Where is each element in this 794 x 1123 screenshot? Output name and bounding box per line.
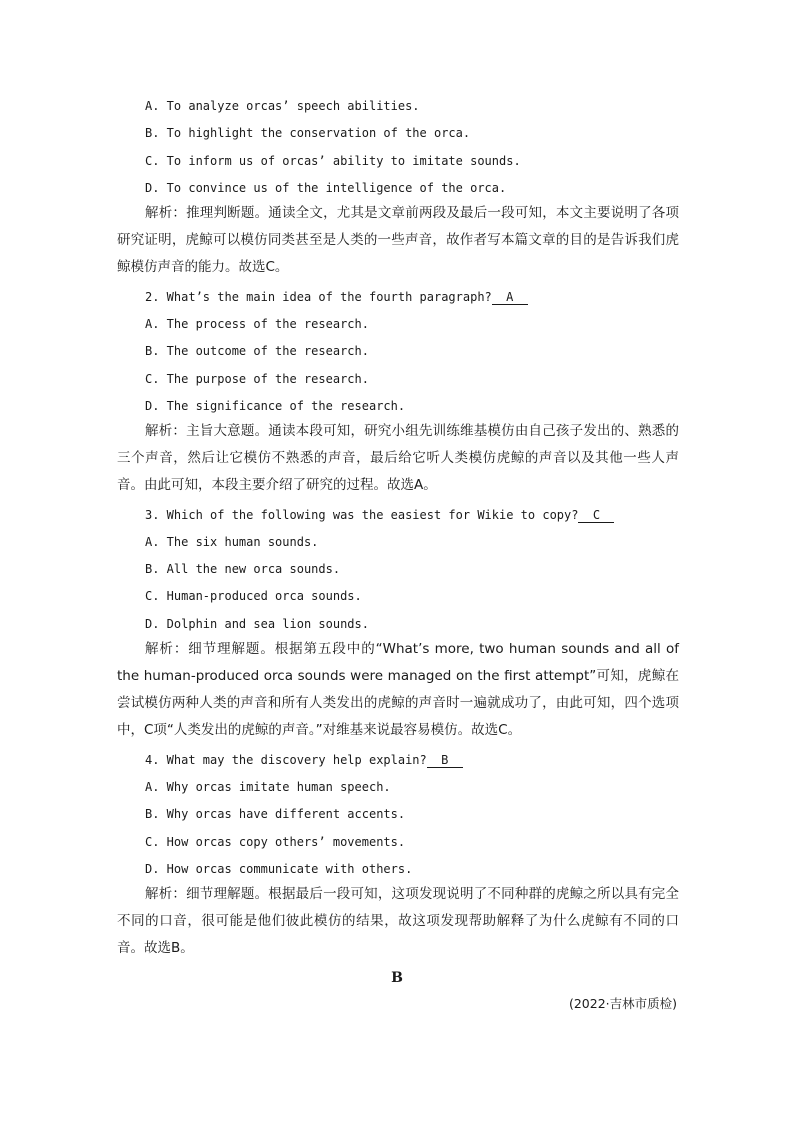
q1-option-d: D. To convince us of the intelligence of the orca. bbox=[145, 181, 507, 195]
q2-option-c: C. The purpose of the research. bbox=[145, 372, 369, 386]
q2-option-d: D. The significance of the research. bbox=[145, 399, 406, 413]
q4-option-c: C. How orcas copy others’ movements. bbox=[145, 835, 406, 849]
q3-explanation: 解析：细节理解题。根据第五段中的“What’s more, two human sounds and all of the human-produced orca sounds were managed on the first attempt”可知，虎鲸在尝试模仿两种人类的声音和所有人类发出的虎鲸的声音时一遍就成功了，由此可知，四个选项中，C项“人类发出的虎鲸的声音。”对维基来说最容易模仿。故选C。 bbox=[117, 641, 679, 738]
q1-option-c: C. To inform us of orcas’ ability to imitate sounds. bbox=[145, 154, 521, 168]
q1-explanation: 解析：推理判断题。通读全文，尤其是文章前两段及最后一段可知，本文主要说明了各项研究证明，虎鲸可以模仿同类甚至是人类的一些声音，故作者写本篇文章的目的是告诉我们虎鲸模仿声音的能力。故选C。 bbox=[117, 205, 679, 275]
q3-answer-blank: C bbox=[578, 508, 614, 523]
q1-option-a: A. To analyze orcas’ speech abilities. bbox=[145, 99, 420, 113]
q3-option-b: B. All the new orca sounds. bbox=[145, 562, 341, 576]
q3-option-a: A. The six human sounds. bbox=[145, 535, 319, 549]
q2-answer-blank: A bbox=[492, 290, 528, 305]
q4-option-d: D. How orcas communicate with others. bbox=[145, 862, 413, 876]
source-note: (2022·吉林市质检) bbox=[568, 996, 677, 1011]
q2-option-b: B. The outcome of the research. bbox=[145, 344, 369, 358]
q4-question-text: 4. What may the discovery help explain? bbox=[145, 753, 427, 767]
q3-option-d: D. Dolphin and sea lion sounds. bbox=[145, 617, 369, 631]
q3-option-c: C. Human-produced orca sounds. bbox=[145, 589, 362, 603]
q4-answer-blank: B bbox=[427, 753, 463, 768]
q4-option-a: A. Why orcas imitate human speech. bbox=[145, 780, 391, 794]
q3-question-text: 3. Which of the following was the easiest for Wikie to copy? bbox=[145, 508, 579, 522]
q2-question bbox=[145, 289, 528, 305]
q3-question bbox=[145, 507, 614, 523]
q1-option-b: B. To highlight the conservation of the orca. bbox=[145, 126, 471, 140]
q4-question bbox=[145, 752, 463, 768]
section-label: B bbox=[391, 970, 403, 986]
q2-question-text: 2. What’s the main idea of the fourth paragraph? bbox=[145, 290, 492, 304]
q2-option-a: A. The process of the research. bbox=[145, 317, 369, 331]
q4-option-b: B. Why orcas have different accents. bbox=[145, 807, 406, 821]
q2-explanation: 解析：主旨大意题。通读本段可知，研究小组先训练维基模仿由自己孩子发出的、熟悉的三个声音，然后让它模仿不熟悉的声音，最后给它听人类模仿虎鲸的声音以及其他一些人声音。由此可知，本段主要介绍了研究的过程。故选A。 bbox=[117, 423, 679, 493]
q4-explanation: 解析：细节理解题。根据最后一段可知，这项发现说明了不同种群的虎鲸之所以具有完全不同的口音，很可能是他们彼此模仿的结果，故这项发现帮助解释了为什么虎鲸有不同的口音。故选B。 bbox=[117, 886, 679, 956]
